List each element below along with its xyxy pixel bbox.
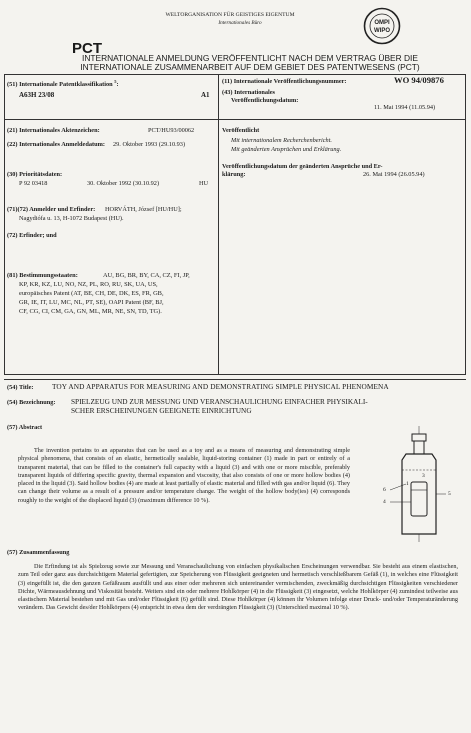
figure-label-4: 4 [383,499,386,505]
field-81-line-5: CF, CG, CI, CM, GA, GN, ML, MR, NE, SN, TD, TG). [19,308,162,315]
header-line-1: INTERNATIONALE ANMELDUNG VERÖFFENTLICHT NACH DEM VERTRAG ÜBER DIE [82,53,418,63]
field-21-label: (21) Internationales Aktenzeichen: [7,127,100,134]
pct-label: PCT [72,40,102,57]
field-30-date: 30. Oktober 1992 (30.10.92) [87,180,160,187]
field-72-label: (72) Erfinder; und [7,232,57,239]
field-51-label: (51) Internationale Patentklassifikation $^5$: [7,79,119,89]
field-30-label: (30) Prioritätsdaten: [7,171,63,178]
bezeichnung-value-1: SPIELZEUG UND ZUR MESSUNG UND VERANSCHAULICHUNG EINFACHER PHYSIKALI- [71,397,368,406]
field-81-line-1: AU, BG, BR, BY, CA, CZ, FI, JP, [103,272,190,279]
field-22-value: 29. Oktober 1993 (29.10.93) [113,141,186,148]
field-21-value: PCT/HU93/00062 [148,127,195,134]
field-11-value: WO 94/09876 [394,75,444,85]
field-71-label: (71)(72) Anmelder und Erfinder: [7,206,96,213]
apparatus-figure [378,424,466,544]
field-51-value: A63H 23/08 [19,91,55,99]
title-value: TOY AND APPARATUS FOR MEASURING AND DEMONSTRATING SIMPLE PHYSICAL PHENOMENA [52,382,389,391]
published-line-2: Mit geänderten Ansprüchen und Erklärung. [231,146,342,153]
figure-label-5: 5 [448,491,451,497]
published-line-1: Mit internationalem Recherchenbericht. [231,137,333,144]
zusammenfassung-label: (57) Zusammenfassung [7,549,70,556]
figure-label-6: 6 [383,487,386,493]
svg-text:WIPO: WIPO [374,28,390,34]
bureau-name: Internationales Büro [218,20,262,26]
abstract-text: The invention pertains to an apparatus that can be used as a toy and as a means of measuring and demonstrating simple physical phenomena, that consists of an elastic, hermetically sealable, liquid-storing container (1) made in part or entirely of a transparent material, that can be filled to the container's full capacity with a liquid (3) and with one or more miscible, preferably transparent liquids of differing specific gravity, thermal expansion and viscosity, that also consists of one or more hollow bodies (4) placed in the liquid (3). Said hollow bodies (4) are made at least partially of elastic material and filled with gas and/or liquid (6). They can change their volume as a result of a pressure and/or temperature change. The weight of the hollow body(ies) (4) corresponds roughly to the weight of the displaced liquid (3) (maximum difference 10 %). [18,447,350,504]
abstract-label: (57) Abstract [7,424,43,431]
figure-label-3: 3 [422,473,425,479]
field-30-country: HU [199,180,209,187]
field-71-value-2: Nagydiófa u. 13, H-1072 Budapest (HU). [19,215,124,222]
field-30-number: P 92 03418 [19,180,48,187]
svg-text:OMPI: OMPI [374,20,390,26]
field-22-label: (22) Internationales Anmeldedatum: [7,141,105,148]
published-title: Veröffentlicht [222,127,260,134]
field-81-line-4: GR, IE, IT, LU, MC, NL, PT, SE), OAPI Patent (BF, BJ, [19,299,164,306]
amended-date-label-1: Veröffentlichungsdatum der geänderten Ansprüche und Er- [222,163,383,170]
zusammenfassung-text: Die Erfindung ist als Spielzeug sowie zur Messung und Veranschaulichung von einfachen physikalischen Erscheinungen verwendbar. Sie besteht aus einem elastischen, zum Teil oder ganz aus durchsichtigem Material gefertigten, zur Speicherung von Flüssigkeit geeigneten und hermetisch verschließbarem Gefäß (1), in welches eine Flüssigkeit (3) eingefüllt ist, die den ganzen Gefäßraum ausfüllt und aus einer oder mehreren sich untereinander vermischenden, zweckmäßig durchsichtigen Flüssigkeiten verschiedener Dichte, Wärmeausdehnung und Viskosität besteht. Weiters sind ein oder mehrere Hohlkörper (4) in die Flüssigkeit (3) eingesetzt, welche Hohlkörper (4) zumindest teilweise aus elastischem Material bestehen und mit Gas und/oder Flüssigkeit (6) gefüllt sind. Diese Hohlkörper (4) können ihr Volumen infolge einer Druck- und/oder Temperaturänderung verändern. Das Gewicht des/der Hohlkörpers (4) entspricht in etwa dem der verdrängten Flüssigkeit (3) (Unterschied maximal 10 %). [18,563,458,612]
amended-date-label-2: klärung: [222,171,246,178]
field-43-label-1: (43) Internationales [222,89,275,96]
field-43-value: 11. Mai 1994 (11.05.94) [374,104,436,111]
field-81-label: (81) Bestimmungsstaaten: [7,272,78,279]
field-81-line-2: KP, KR, KZ, LU, NO, NZ, PL, RO, RU, SK, UA, US, [19,281,158,288]
header-line-2: INTERNATIONALE ZUSAMMENARBEIT AUF DEM GEBIET DES PATENTWESENS (PCT) [80,62,420,72]
wipo-logo [362,6,402,46]
publication-kind: A1 [201,91,210,99]
bezeichnung-label: (54) Bezeichnung: [7,399,56,406]
field-71-value-1: HORVÁTH, József [HU/HU]; [105,206,182,213]
figure-label-1: 1 [406,481,409,487]
field-43-label-2: Veröffentlichungsdatum: [231,97,299,104]
bezeichnung-value-2: SCHER ERSCHEINUNGEN GEEIGNETE EINRICHTUNG [71,406,252,415]
field-81-line-3: europäisches Patent (AT, BE, CH, DE, DK, ES, FR, GB, [19,290,164,297]
field-11-label: (11) Internationale Veröffentlichungsnummer: [222,78,347,85]
organization-name: WELTORGANISATION FÜR GEISTIGES EIGENTUM [165,12,295,18]
amended-date-value: 26. Mai 1994 (26.05.94) [363,171,425,178]
title-label: (54) Title: [7,384,34,391]
